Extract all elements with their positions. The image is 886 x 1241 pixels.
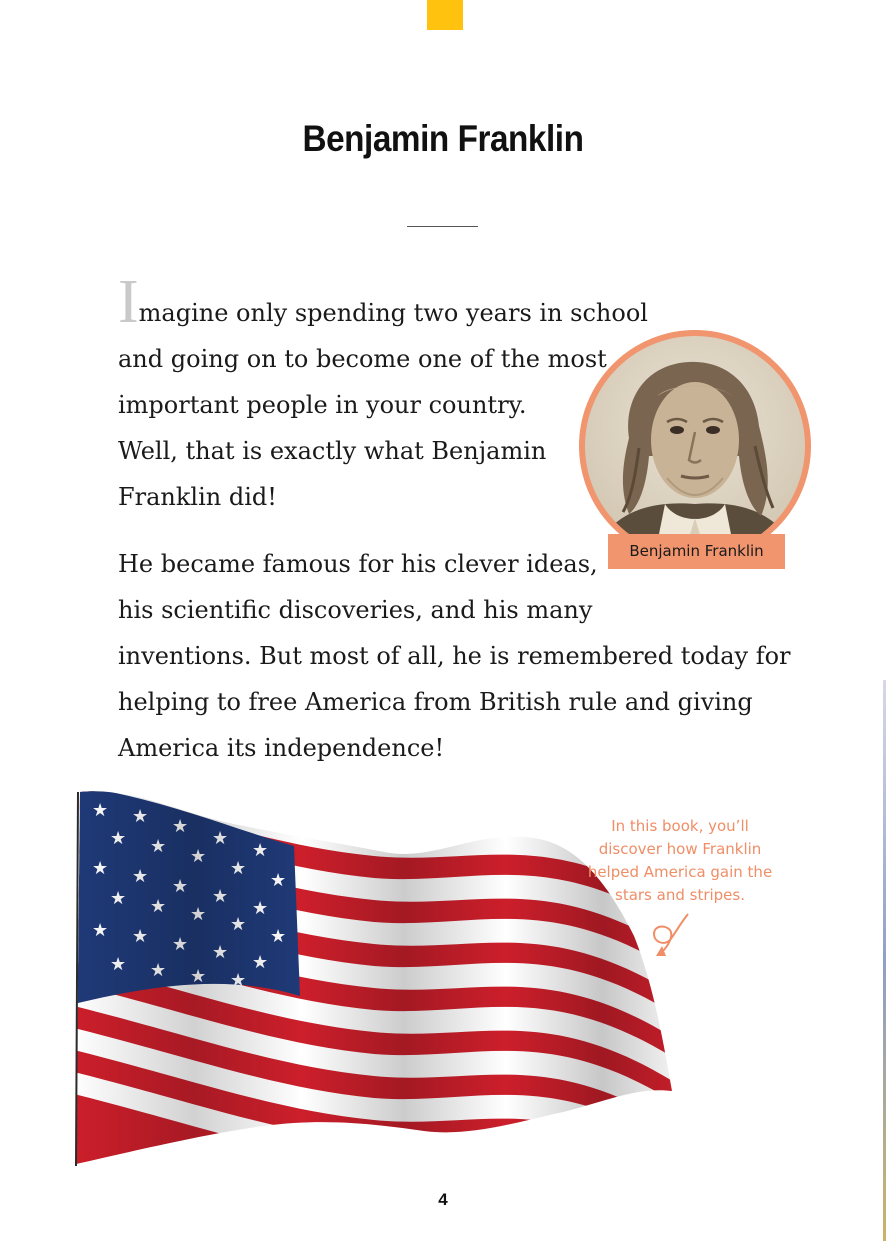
intro-line: Franklin did! bbox=[118, 483, 277, 511]
intro-line: important people in your country. bbox=[118, 391, 527, 419]
callout-note bbox=[576, 815, 784, 907]
intro-line-text: magine only spending two years in school bbox=[138, 299, 648, 327]
intro-line: and going on to become one of the most bbox=[118, 345, 607, 373]
page-number: 4 bbox=[438, 1190, 448, 1209]
body-line: inventions. But most of all, he is remembered today for bbox=[118, 642, 791, 670]
body-line: helping to free America from British rule and giving bbox=[118, 688, 753, 716]
callout-line: stars and stripes. bbox=[615, 886, 745, 904]
portrait-caption: Benjamin Franklin bbox=[608, 534, 785, 569]
callout-line: helped America gain the bbox=[587, 863, 773, 881]
drop-cap: I bbox=[118, 268, 139, 336]
intro-paragraph bbox=[118, 268, 648, 520]
curly-arrow-icon bbox=[646, 910, 696, 962]
franklin-portrait bbox=[577, 328, 813, 564]
intro-line: Well, that is exactly what Benjamin bbox=[118, 437, 547, 465]
body-line: He became famous for his clever ideas, bbox=[118, 550, 598, 578]
callout-line: In this book, you’ll bbox=[611, 817, 749, 835]
body-paragraph bbox=[118, 541, 791, 771]
body-line: America its independence! bbox=[118, 734, 445, 762]
page-title: Benjamin Franklin bbox=[302, 118, 584, 159]
body-line: his scientific discoveries, and his many bbox=[118, 596, 593, 624]
intro-line bbox=[118, 268, 648, 336]
chapter-tab-marker bbox=[427, 0, 463, 30]
title-divider bbox=[407, 226, 478, 227]
callout-line: discover how Franklin bbox=[598, 840, 762, 858]
